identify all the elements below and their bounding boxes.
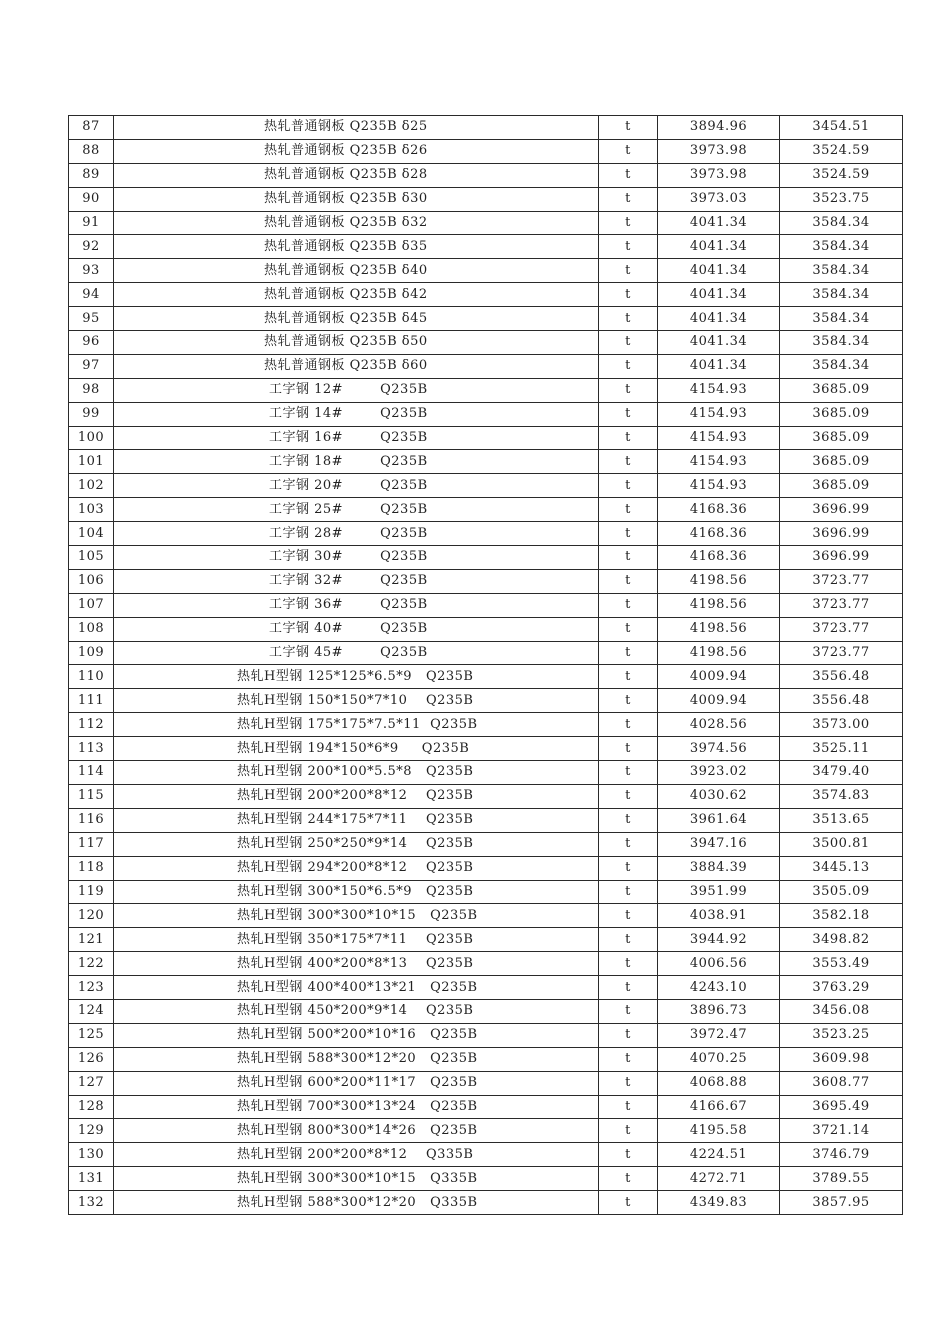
unit-cell: t	[599, 331, 658, 355]
table-row	[69, 689, 903, 713]
price-cell: 3524.59	[780, 139, 903, 163]
price-cell: 3685.09	[780, 402, 903, 426]
item-name-cell: 热轧普通钢板 Q235B δ35	[114, 235, 599, 259]
item-name-cell: 热轧H型钢 200*100*5.5*8 Q235B	[114, 761, 599, 785]
item-name-cell: 热轧H型钢 250*250*9*14 Q235B	[114, 832, 599, 856]
table-body	[69, 116, 903, 1215]
price-cell: 3973.98	[658, 163, 780, 187]
price-cell: 3513.65	[780, 808, 903, 832]
table-row	[69, 354, 903, 378]
item-name-cell: 热轧普通钢板 Q235B δ32	[114, 211, 599, 235]
price-cell: 3553.49	[780, 952, 903, 976]
unit-cell: t	[599, 569, 658, 593]
price-cell: 3524.59	[780, 163, 903, 187]
item-name-cell: 热轧H型钢 400*400*13*21 Q235B	[114, 976, 599, 1000]
unit-cell: t	[599, 976, 658, 1000]
item-name-cell: 工字钢 36# Q235B	[114, 593, 599, 617]
price-cell: 4224.51	[658, 1143, 780, 1167]
price-cell: 4272.71	[658, 1167, 780, 1191]
price-cell: 4009.94	[658, 689, 780, 713]
table-row	[69, 952, 903, 976]
table-row	[69, 1023, 903, 1047]
unit-cell: t	[599, 259, 658, 283]
unit-cell: t	[599, 116, 658, 140]
price-cell: 3951.99	[658, 880, 780, 904]
table-row	[69, 904, 903, 928]
price-cell: 3456.08	[780, 999, 903, 1023]
price-cell: 3573.00	[780, 713, 903, 737]
table-row	[69, 976, 903, 1000]
price-cell: 3584.34	[780, 235, 903, 259]
item-number-cell: 117	[69, 832, 114, 856]
unit-cell: t	[599, 235, 658, 259]
item-number-cell: 122	[69, 952, 114, 976]
price-cell: 4195.58	[658, 1119, 780, 1143]
unit-cell: t	[599, 1095, 658, 1119]
unit-cell: t	[599, 354, 658, 378]
item-number-cell: 104	[69, 522, 114, 546]
item-name-cell: 工字钢 30# Q235B	[114, 546, 599, 570]
unit-cell: t	[599, 378, 658, 402]
item-number-cell: 129	[69, 1119, 114, 1143]
unit-cell: t	[599, 474, 658, 498]
price-table	[68, 115, 903, 1215]
price-cell: 4041.34	[658, 259, 780, 283]
unit-cell: t	[599, 283, 658, 307]
item-number-cell: 128	[69, 1095, 114, 1119]
item-number-cell: 118	[69, 856, 114, 880]
table-row	[69, 139, 903, 163]
table-row	[69, 928, 903, 952]
table-row	[69, 617, 903, 641]
item-number-cell: 87	[69, 116, 114, 140]
price-cell: 4168.36	[658, 522, 780, 546]
price-cell: 4349.83	[658, 1191, 780, 1215]
table-row	[69, 474, 903, 498]
price-cell: 4198.56	[658, 641, 780, 665]
item-name-cell: 热轧H型钢 200*200*8*12 Q335B	[114, 1143, 599, 1167]
price-cell: 3789.55	[780, 1167, 903, 1191]
price-cell: 3746.79	[780, 1143, 903, 1167]
item-name-cell: 热轧普通钢板 Q235B δ50	[114, 331, 599, 355]
price-cell: 3685.09	[780, 426, 903, 450]
item-number-cell: 100	[69, 426, 114, 450]
price-cell: 4168.36	[658, 546, 780, 570]
item-number-cell: 123	[69, 976, 114, 1000]
table-row	[69, 187, 903, 211]
price-cell: 3685.09	[780, 474, 903, 498]
table-row	[69, 880, 903, 904]
table-row	[69, 1143, 903, 1167]
item-number-cell: 96	[69, 331, 114, 355]
unit-cell: t	[599, 1071, 658, 1095]
unit-cell: t	[599, 1023, 658, 1047]
price-cell: 4154.93	[658, 474, 780, 498]
price-cell: 3763.29	[780, 976, 903, 1000]
price-cell: 4166.67	[658, 1095, 780, 1119]
price-cell: 4038.91	[658, 904, 780, 928]
table-row	[69, 832, 903, 856]
item-name-cell: 热轧H型钢 588*300*12*20 Q335B	[114, 1191, 599, 1215]
table-row	[69, 1071, 903, 1095]
item-number-cell: 121	[69, 928, 114, 952]
price-cell: 4030.62	[658, 784, 780, 808]
item-name-cell: 热轧普通钢板 Q235B δ25	[114, 116, 599, 140]
item-name-cell: 工字钢 40# Q235B	[114, 617, 599, 641]
table-row	[69, 163, 903, 187]
unit-cell: t	[599, 1143, 658, 1167]
price-cell: 3556.48	[780, 665, 903, 689]
price-cell: 3961.64	[658, 808, 780, 832]
item-name-cell: 热轧H型钢 300*150*6.5*9 Q235B	[114, 880, 599, 904]
table-row	[69, 402, 903, 426]
item-number-cell: 113	[69, 737, 114, 761]
price-cell: 4198.56	[658, 569, 780, 593]
table-row	[69, 1119, 903, 1143]
unit-cell: t	[599, 856, 658, 880]
table-row	[69, 737, 903, 761]
item-name-cell: 热轧H型钢 294*200*8*12 Q235B	[114, 856, 599, 880]
item-name-cell: 热轧H型钢 400*200*8*13 Q235B	[114, 952, 599, 976]
item-name-cell: 热轧H型钢 300*300*10*15 Q335B	[114, 1167, 599, 1191]
unit-cell: t	[599, 402, 658, 426]
item-number-cell: 109	[69, 641, 114, 665]
table-row	[69, 784, 903, 808]
price-cell: 3445.13	[780, 856, 903, 880]
item-name-cell: 热轧H型钢 125*125*6.5*9 Q235B	[114, 665, 599, 689]
price-cell: 3696.99	[780, 546, 903, 570]
unit-cell: t	[599, 498, 658, 522]
item-number-cell: 132	[69, 1191, 114, 1215]
table-row	[69, 1095, 903, 1119]
price-cell: 3505.09	[780, 880, 903, 904]
item-number-cell: 97	[69, 354, 114, 378]
item-name-cell: 热轧H型钢 350*175*7*11 Q235B	[114, 928, 599, 952]
unit-cell: t	[599, 880, 658, 904]
table-row	[69, 856, 903, 880]
price-cell: 3972.47	[658, 1023, 780, 1047]
price-cell: 4068.88	[658, 1071, 780, 1095]
price-cell: 3696.99	[780, 522, 903, 546]
price-cell: 3695.49	[780, 1095, 903, 1119]
item-number-cell: 110	[69, 665, 114, 689]
item-number-cell: 90	[69, 187, 114, 211]
item-name-cell: 工字钢 16# Q235B	[114, 426, 599, 450]
price-cell: 3523.25	[780, 1023, 903, 1047]
price-cell: 3582.18	[780, 904, 903, 928]
item-name-cell: 热轧普通钢板 Q235B δ28	[114, 163, 599, 187]
item-name-cell: 热轧H型钢 450*200*9*14 Q235B	[114, 999, 599, 1023]
item-number-cell: 91	[69, 211, 114, 235]
item-name-cell: 热轧H型钢 200*200*8*12 Q235B	[114, 784, 599, 808]
unit-cell: t	[599, 1191, 658, 1215]
item-number-cell: 103	[69, 498, 114, 522]
item-number-cell: 95	[69, 307, 114, 331]
item-name-cell: 热轧H型钢 500*200*10*16 Q235B	[114, 1023, 599, 1047]
price-cell: 4041.34	[658, 211, 780, 235]
item-name-cell: 工字钢 45# Q235B	[114, 641, 599, 665]
item-number-cell: 127	[69, 1071, 114, 1095]
item-number-cell: 94	[69, 283, 114, 307]
price-cell: 4041.34	[658, 354, 780, 378]
table-row	[69, 426, 903, 450]
price-cell: 3584.34	[780, 211, 903, 235]
table-row	[69, 283, 903, 307]
price-cell: 3525.11	[780, 737, 903, 761]
table-row	[69, 569, 903, 593]
item-name-cell: 热轧H型钢 700*300*13*24 Q235B	[114, 1095, 599, 1119]
unit-cell: t	[599, 832, 658, 856]
unit-cell: t	[599, 641, 658, 665]
price-cell: 4198.56	[658, 617, 780, 641]
unit-cell: t	[599, 593, 658, 617]
item-name-cell: 热轧H型钢 800*300*14*26 Q235B	[114, 1119, 599, 1143]
price-cell: 4154.93	[658, 378, 780, 402]
item-number-cell: 130	[69, 1143, 114, 1167]
item-number-cell: 112	[69, 713, 114, 737]
unit-cell: t	[599, 522, 658, 546]
item-number-cell: 124	[69, 999, 114, 1023]
price-cell: 4070.25	[658, 1047, 780, 1071]
table-row	[69, 808, 903, 832]
item-name-cell: 工字钢 28# Q235B	[114, 522, 599, 546]
unit-cell: t	[599, 450, 658, 474]
unit-cell: t	[599, 426, 658, 450]
table-row	[69, 307, 903, 331]
price-cell: 4009.94	[658, 665, 780, 689]
item-number-cell: 126	[69, 1047, 114, 1071]
item-name-cell: 热轧普通钢板 Q235B δ60	[114, 354, 599, 378]
item-number-cell: 99	[69, 402, 114, 426]
price-cell: 3584.34	[780, 259, 903, 283]
table-row	[69, 1191, 903, 1215]
item-name-cell: 工字钢 12# Q235B	[114, 378, 599, 402]
unit-cell: t	[599, 665, 658, 689]
item-number-cell: 92	[69, 235, 114, 259]
unit-cell: t	[599, 163, 658, 187]
price-cell: 3498.82	[780, 928, 903, 952]
item-name-cell: 工字钢 20# Q235B	[114, 474, 599, 498]
unit-cell: t	[599, 211, 658, 235]
price-cell: 4006.56	[658, 952, 780, 976]
unit-cell: t	[599, 737, 658, 761]
unit-cell: t	[599, 1047, 658, 1071]
unit-cell: t	[599, 546, 658, 570]
price-cell: 3944.92	[658, 928, 780, 952]
price-cell: 4154.93	[658, 402, 780, 426]
item-number-cell: 98	[69, 378, 114, 402]
table-row	[69, 235, 903, 259]
table-row	[69, 259, 903, 283]
unit-cell: t	[599, 307, 658, 331]
item-number-cell: 101	[69, 450, 114, 474]
unit-cell: t	[599, 689, 658, 713]
item-number-cell: 114	[69, 761, 114, 785]
table-row	[69, 450, 903, 474]
item-number-cell: 107	[69, 593, 114, 617]
table-row	[69, 378, 903, 402]
item-name-cell: 热轧H型钢 600*200*11*17 Q235B	[114, 1071, 599, 1095]
unit-cell: t	[599, 808, 658, 832]
price-cell: 3479.40	[780, 761, 903, 785]
item-name-cell: 热轧H型钢 588*300*12*20 Q235B	[114, 1047, 599, 1071]
unit-cell: t	[599, 904, 658, 928]
price-cell: 3500.81	[780, 832, 903, 856]
price-cell: 3721.14	[780, 1119, 903, 1143]
price-cell: 3857.95	[780, 1191, 903, 1215]
item-name-cell: 工字钢 14# Q235B	[114, 402, 599, 426]
unit-cell: t	[599, 1167, 658, 1191]
item-name-cell: 热轧H型钢 150*150*7*10 Q235B	[114, 689, 599, 713]
price-cell: 4041.34	[658, 235, 780, 259]
item-number-cell: 115	[69, 784, 114, 808]
unit-cell: t	[599, 999, 658, 1023]
item-number-cell: 93	[69, 259, 114, 283]
unit-cell: t	[599, 784, 658, 808]
item-name-cell: 工字钢 32# Q235B	[114, 569, 599, 593]
price-cell: 3454.51	[780, 116, 903, 140]
item-name-cell: 热轧普通钢板 Q235B δ26	[114, 139, 599, 163]
table-row	[69, 116, 903, 140]
table-row	[69, 546, 903, 570]
price-cell: 3556.48	[780, 689, 903, 713]
table-row	[69, 211, 903, 235]
item-name-cell: 热轧H型钢 300*300*10*15 Q235B	[114, 904, 599, 928]
item-name-cell: 热轧H型钢 175*175*7.5*11 Q235B	[114, 713, 599, 737]
item-number-cell: 111	[69, 689, 114, 713]
item-number-cell: 131	[69, 1167, 114, 1191]
table-row	[69, 665, 903, 689]
price-cell: 3584.34	[780, 331, 903, 355]
price-cell: 3584.34	[780, 307, 903, 331]
item-number-cell: 89	[69, 163, 114, 187]
price-cell: 3723.77	[780, 593, 903, 617]
unit-cell: t	[599, 187, 658, 211]
price-cell: 3947.16	[658, 832, 780, 856]
item-name-cell: 热轧H型钢 194*150*6*9 Q235B	[114, 737, 599, 761]
price-cell: 3896.73	[658, 999, 780, 1023]
price-cell: 3974.56	[658, 737, 780, 761]
table-row	[69, 1047, 903, 1071]
price-cell: 4154.93	[658, 426, 780, 450]
price-cell: 3973.03	[658, 187, 780, 211]
price-cell: 3884.39	[658, 856, 780, 880]
price-cell: 4041.34	[658, 283, 780, 307]
table-row	[69, 331, 903, 355]
unit-cell: t	[599, 761, 658, 785]
price-cell: 4041.34	[658, 331, 780, 355]
unit-cell: t	[599, 928, 658, 952]
table-row	[69, 713, 903, 737]
price-cell: 3723.77	[780, 569, 903, 593]
item-name-cell: 热轧普通钢板 Q235B δ40	[114, 259, 599, 283]
item-name-cell: 热轧普通钢板 Q235B δ30	[114, 187, 599, 211]
price-cell: 3723.77	[780, 617, 903, 641]
table-row	[69, 498, 903, 522]
item-name-cell: 热轧H型钢 244*175*7*11 Q235B	[114, 808, 599, 832]
table-row	[69, 999, 903, 1023]
item-number-cell: 102	[69, 474, 114, 498]
price-cell: 3608.77	[780, 1071, 903, 1095]
unit-cell: t	[599, 139, 658, 163]
price-cell: 4041.34	[658, 307, 780, 331]
item-number-cell: 108	[69, 617, 114, 641]
item-number-cell: 116	[69, 808, 114, 832]
item-name-cell: 热轧普通钢板 Q235B δ45	[114, 307, 599, 331]
item-number-cell: 88	[69, 139, 114, 163]
price-cell: 3574.83	[780, 784, 903, 808]
price-cell: 3685.09	[780, 378, 903, 402]
unit-cell: t	[599, 713, 658, 737]
price-cell: 3584.34	[780, 354, 903, 378]
price-cell: 4154.93	[658, 450, 780, 474]
price-cell: 3973.98	[658, 139, 780, 163]
table-row	[69, 1167, 903, 1191]
price-cell: 3685.09	[780, 450, 903, 474]
item-name-cell: 工字钢 18# Q235B	[114, 450, 599, 474]
price-cell: 3894.96	[658, 116, 780, 140]
unit-cell: t	[599, 617, 658, 641]
table-row	[69, 522, 903, 546]
table-row	[69, 593, 903, 617]
item-number-cell: 105	[69, 546, 114, 570]
price-cell: 3523.75	[780, 187, 903, 211]
price-cell: 4198.56	[658, 593, 780, 617]
price-cell: 3923.02	[658, 761, 780, 785]
price-cell: 3609.98	[780, 1047, 903, 1071]
price-cell: 4168.36	[658, 498, 780, 522]
item-number-cell: 119	[69, 880, 114, 904]
item-name-cell: 热轧普通钢板 Q235B δ42	[114, 283, 599, 307]
price-cell: 4243.10	[658, 976, 780, 1000]
unit-cell: t	[599, 952, 658, 976]
price-cell: 3723.77	[780, 641, 903, 665]
item-number-cell: 106	[69, 569, 114, 593]
price-cell: 4028.56	[658, 713, 780, 737]
table-row	[69, 761, 903, 785]
item-name-cell: 工字钢 25# Q235B	[114, 498, 599, 522]
table-row	[69, 641, 903, 665]
unit-cell: t	[599, 1119, 658, 1143]
price-cell: 3696.99	[780, 498, 903, 522]
item-number-cell: 125	[69, 1023, 114, 1047]
price-cell: 3584.34	[780, 283, 903, 307]
item-number-cell: 120	[69, 904, 114, 928]
